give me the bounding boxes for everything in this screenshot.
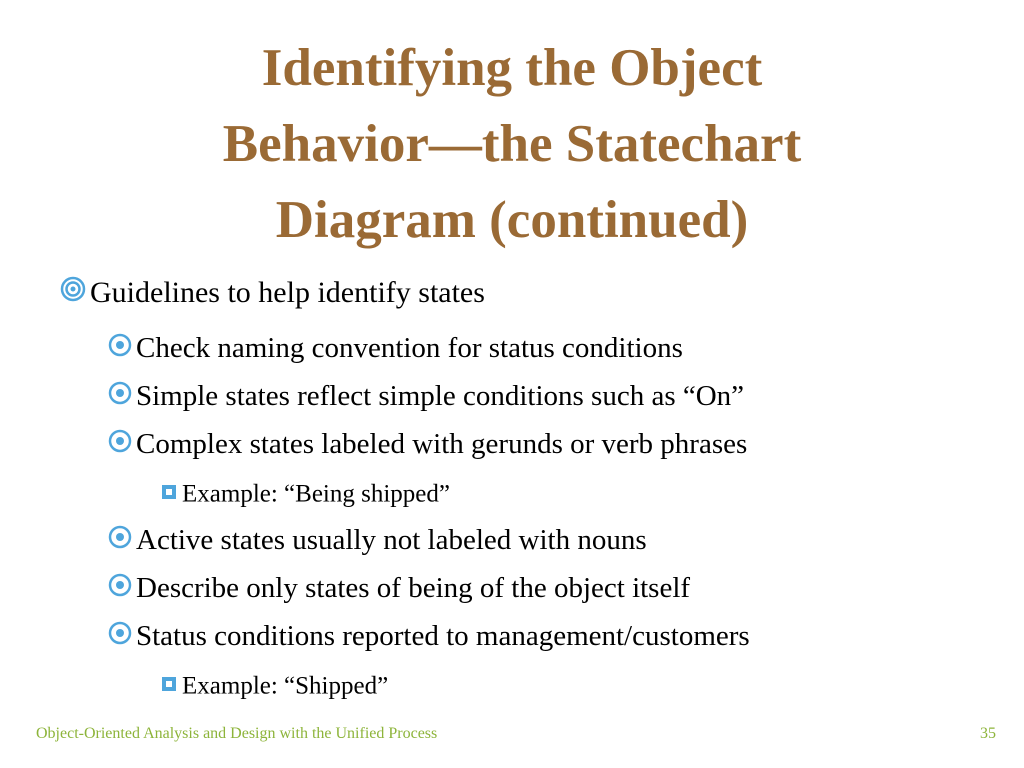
bullet-text: Check naming convention for status conditions	[136, 331, 683, 364]
square-bullet-icon	[160, 672, 178, 700]
bullet-text: Describe only states of being of the object itself	[136, 571, 691, 604]
title-line-3: Diagram (continued)	[275, 191, 749, 249]
bullet-item	[108, 618, 750, 653]
footer-page-number: 35	[980, 725, 996, 742]
bullet-item	[160, 671, 388, 700]
title-line-2: Behavior—the Statechart	[222, 115, 802, 173]
bullet-item	[108, 426, 747, 461]
circle-dot-bullet-icon	[108, 380, 132, 413]
double-circle-bullet-icon	[60, 276, 86, 310]
bullet-item	[60, 274, 485, 310]
slide-title	[60, 30, 964, 258]
circle-dot-bullet-icon	[108, 524, 132, 557]
bullet-text: Active states usually not labeled with nouns	[136, 523, 647, 556]
bullet-text: Example: “Shipped”	[182, 672, 389, 700]
bullet-text: Complex states labeled with gerunds or verb phrases	[136, 427, 748, 460]
square-bullet-icon	[160, 480, 178, 508]
circle-dot-bullet-icon	[108, 332, 132, 365]
circle-dot-bullet-icon	[108, 572, 132, 605]
bullet-text: Guidelines to help identify states	[90, 276, 485, 310]
bullet-item	[108, 378, 744, 413]
bullet-text: Simple states reflect simple conditions such as “On”	[136, 379, 745, 412]
circle-dot-bullet-icon	[108, 620, 132, 653]
circle-dot-bullet-icon	[108, 428, 132, 461]
bullet-item	[108, 522, 647, 557]
bullet-text: Example: “Being shipped”	[182, 480, 450, 508]
bullet-item	[160, 479, 450, 508]
footer-book-title: Object-Oriented Analysis and Design with the Unified Process	[36, 725, 438, 742]
bullet-item	[108, 330, 683, 365]
bullet-text: Status conditions reported to management/customers	[136, 619, 750, 652]
bullet-item	[108, 570, 690, 605]
title-line-1: Identifying the Object	[261, 39, 763, 97]
